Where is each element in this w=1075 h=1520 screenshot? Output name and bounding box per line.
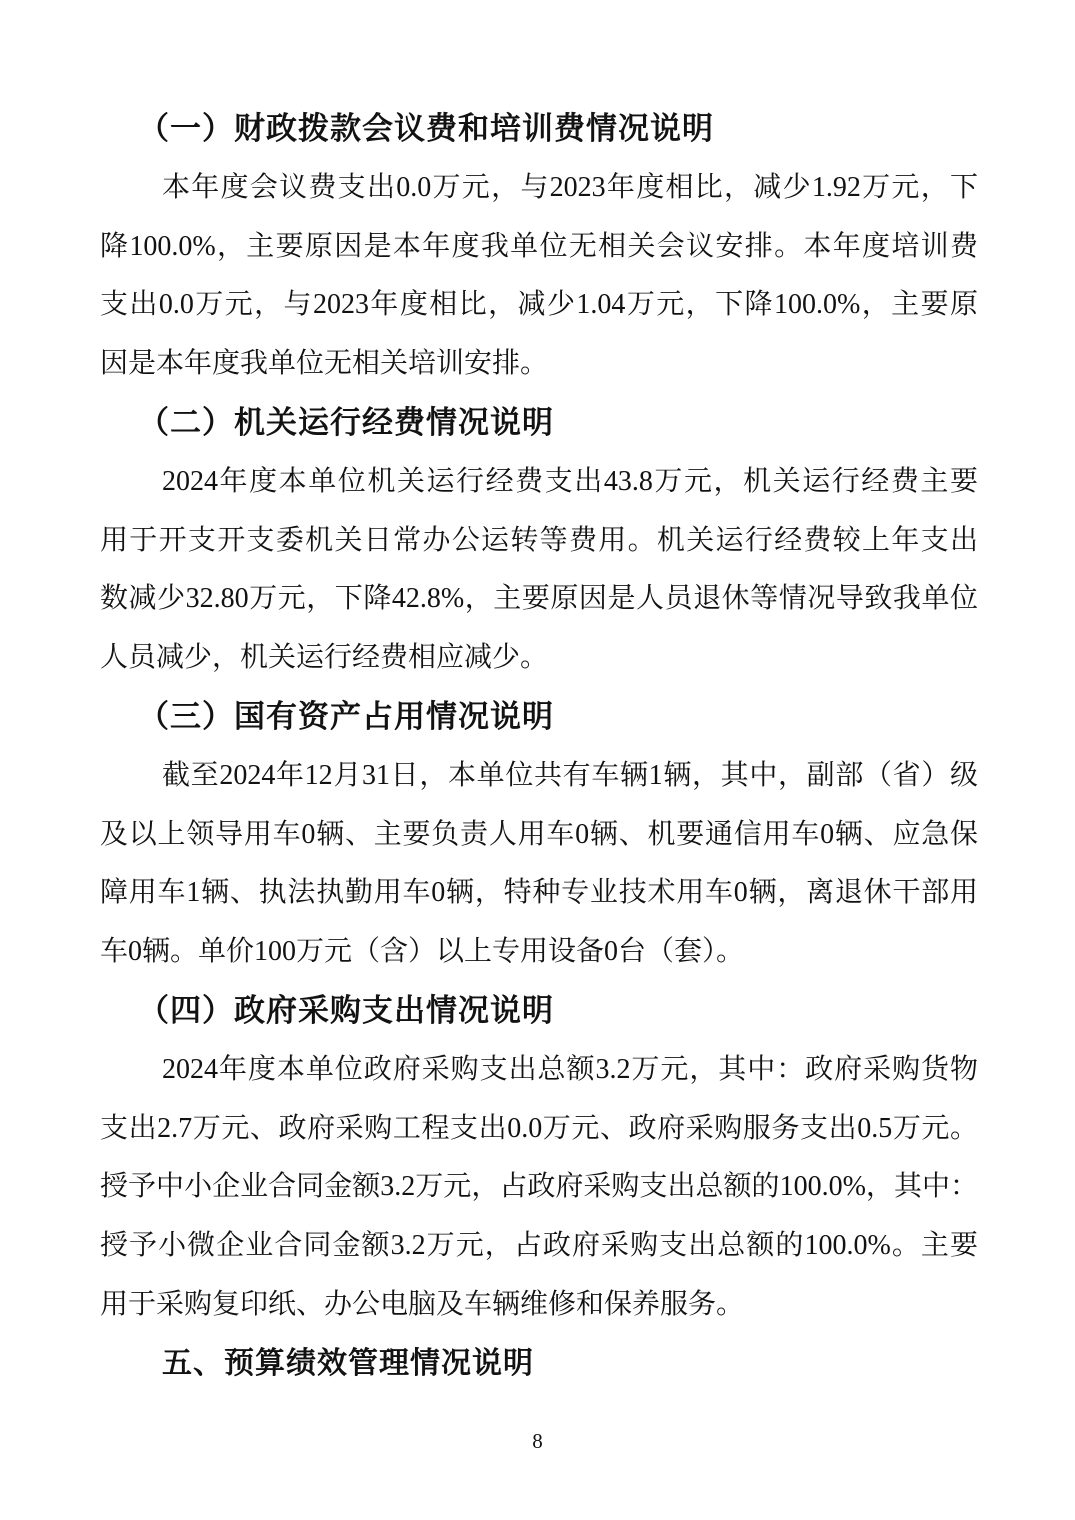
paragraph-line: 2024年度本单位政府采购支出总额3.2万元，其中：政府采购货物 (162, 1053, 978, 1085)
paragraph-line: 授予小微企业合同金额3.2万元，占政府采购支出总额的100.0%。主要 (100, 1230, 978, 1262)
section-heading-fiscal-meeting-training: （一）财政拨款会议费和培训费情况说明 (138, 111, 714, 146)
page-number: 8 (532, 1429, 543, 1453)
paragraph-line: 用于采购复印纸、办公电脑及车辆维修和保养服务。 (100, 1288, 745, 1320)
paragraph-line: 2024年度本单位机关运行经费支出43.8万元，机关运行经费主要 (162, 465, 978, 497)
paragraph-line: 支出0.0万元，与2023年度相比，减少1.04万元，下降100.0%，主要原 (100, 289, 978, 321)
section-heading-state-assets: （三）国有资产占用情况说明 (138, 698, 554, 734)
paragraph-line: 障用车1辆、执法执勤用车0辆，特种专业技术用车0辆，离退休干部用 (100, 877, 978, 909)
paragraph-line: 人员减少，机关运行经费相应减少。 (100, 642, 549, 674)
paragraph-operating-expenses (100, 453, 978, 688)
section-heading-operating-expenses: （二）机关运行经费情况说明 (138, 404, 554, 440)
paragraph-line: 支出2.7万元、政府采购工程支出0.0万元、政府采购服务支出0.5万元。 (100, 1112, 978, 1144)
paragraph-meeting-training (100, 159, 978, 394)
paragraph-line: 及以上领导用车0辆、主要负责人用车0辆、机要通信用车0辆、应急保 (100, 818, 978, 850)
paragraph-line: 因是本年度我单位无相关培训安排。 (100, 348, 549, 380)
paragraph-state-assets (100, 747, 978, 982)
section-heading-budget-performance: 五、预算绩效管理情况说明 (162, 1346, 534, 1380)
paragraph-line: 用于开支开支委机关日常办公运转等费用。机关运行经费较上年支出 (100, 524, 978, 556)
section-heading-gov-procurement: （四）政府采购支出情况说明 (138, 992, 554, 1028)
paragraph-gov-procurement (100, 1041, 978, 1335)
paragraph-line: 本年度会议费支出0.0万元，与2023年度相比，减少1.92万元，下 (162, 171, 978, 203)
document-body (100, 100, 978, 1394)
paragraph-line: 车0辆。单价100万元（含）以上专用设备0台（套）。 (100, 936, 745, 968)
paragraph-line: 降100.0%，主要原因是本年度我单位无相关会议安排。本年度培训费 (100, 230, 978, 262)
paragraph-line: 授予中小企业合同金额3.2万元，占政府采购支出总额的100.0%，其中： (100, 1171, 978, 1203)
paragraph-line: 截至2024年12月31日，本单位共有车辆1辆，其中，副部（省）级 (162, 759, 978, 791)
paragraph-line: 数减少32.80万元，下降42.8%，主要原因是人员退休等情况导致我单位 (100, 583, 978, 615)
